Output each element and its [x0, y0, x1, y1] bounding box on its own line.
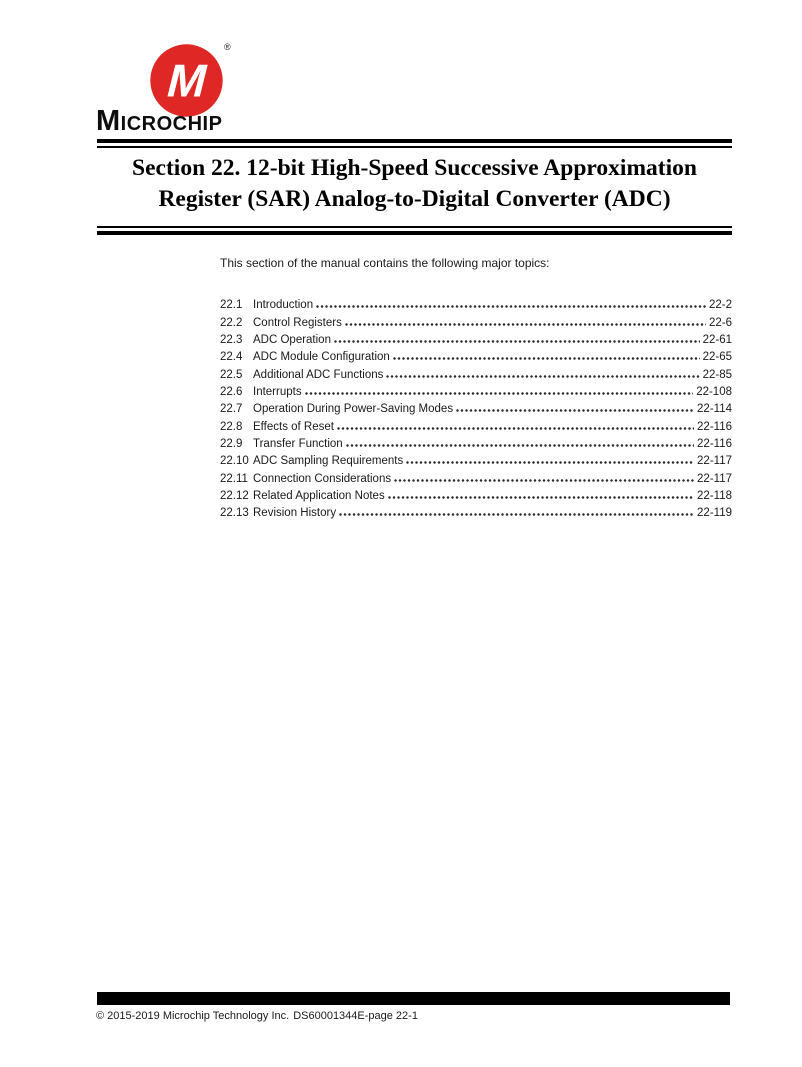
- toc-entry-title: Related Application Notes: [253, 490, 385, 503]
- toc-entry[interactable]: [220, 329, 732, 346]
- toc-entry-number: 22.1: [220, 299, 243, 312]
- toc-entry[interactable]: [220, 311, 732, 328]
- section-title-line2: Register (SAR) Analog-to-Digital Converter (ADC): [158, 186, 671, 212]
- toc-dot-leader: [305, 392, 694, 395]
- banner-rule-bottom-thin: [97, 226, 732, 228]
- table-of-contents: [220, 294, 732, 519]
- toc-entry-page-number: 22-6: [708, 316, 732, 329]
- toc-dot-leader: [386, 375, 699, 378]
- toc-dot-leader: [393, 357, 700, 360]
- toc-entry-number: 22.13: [220, 507, 249, 520]
- toc-entry-title: ADC Sampling Requirements: [253, 455, 404, 468]
- toc-entry[interactable]: [220, 502, 732, 519]
- toc-dot-leader: [456, 409, 694, 412]
- toc-entry-title: ADC Operation: [253, 334, 331, 347]
- toc-entry-title: Control Registers: [253, 316, 342, 329]
- toc-entry-page-number: 22-117: [697, 455, 732, 468]
- toc-entry-title: Revision History: [253, 507, 337, 520]
- toc-entry-page-number: 22-61: [702, 334, 732, 347]
- section-title: [97, 153, 732, 215]
- svg-text:M: M: [161, 55, 214, 107]
- toc-entry-page-number: 22-2: [708, 299, 732, 312]
- toc-entry-number: 22.3: [220, 334, 243, 347]
- toc-entry-title: Introduction: [253, 299, 314, 312]
- toc-entry[interactable]: [220, 415, 732, 432]
- toc-entry-title: Effects of Reset: [253, 420, 334, 433]
- toc-entry-page-number: 22-116: [697, 438, 732, 451]
- toc-entry[interactable]: [220, 485, 732, 502]
- toc-entry-title: Transfer Function: [253, 438, 343, 451]
- toc-entry-number: 22.4: [220, 351, 243, 364]
- toc-dot-leader: [316, 305, 706, 308]
- toc-entry-number: 22.8: [220, 420, 243, 433]
- toc-entry-number: 22.10: [220, 455, 249, 468]
- toc-entry[interactable]: [220, 294, 732, 311]
- toc-entry-page-number: 22-116: [697, 420, 732, 433]
- toc-entry-page-number: 22-119: [697, 507, 732, 520]
- toc-entry[interactable]: [220, 450, 732, 467]
- toc-entry-number: 22.6: [220, 386, 243, 399]
- registered-trademark-symbol: ®: [224, 42, 231, 52]
- footer-black-bar: [97, 992, 730, 1005]
- banner-rule-top-thick: [97, 139, 732, 143]
- toc-dot-leader: [394, 479, 694, 482]
- toc-entry-page-number: 22-118: [697, 490, 732, 503]
- toc-dot-leader: [337, 427, 694, 430]
- toc-entry-title: Interrupts: [253, 386, 302, 399]
- toc-entry[interactable]: [220, 346, 732, 363]
- toc-entry-page-number: 22-117: [697, 472, 732, 485]
- toc-entry-page-number: 22-85: [702, 368, 732, 381]
- footer-text: [96, 1010, 422, 1022]
- toc-entry-number: 22.9: [220, 438, 243, 451]
- toc-entry-number: 22.11: [220, 472, 248, 485]
- toc-intro-text: This section of the manual contains the following major topics:: [220, 256, 550, 270]
- toc-entry-number: 22.7: [220, 403, 243, 416]
- toc-dot-leader: [346, 444, 694, 447]
- banner-rule-top-thin: [97, 146, 732, 148]
- toc-entry-page-number: 22-114: [697, 403, 732, 416]
- toc-dot-leader: [345, 323, 706, 326]
- toc-dot-leader: [334, 340, 700, 343]
- toc-dot-leader: [339, 513, 694, 516]
- toc-entry[interactable]: [220, 363, 732, 380]
- toc-entry-page-number: 22-108: [696, 386, 732, 399]
- toc-entry[interactable]: [220, 433, 732, 450]
- toc-entry-title: ADC Module Configuration: [253, 351, 390, 364]
- toc-entry-number: 22.12: [220, 490, 249, 503]
- footer-doc-page: DS60001344E-page 22-1: [293, 1010, 418, 1022]
- toc-entry-number: 22.5: [220, 368, 243, 381]
- toc-entry[interactable]: [220, 381, 732, 398]
- toc-entry-title: Operation During Power-Saving Modes: [253, 403, 454, 416]
- microchip-wordmark: Microchip: [96, 105, 223, 137]
- footer-copyright: © 2015-2019 Microchip Technology Inc.: [96, 1010, 290, 1022]
- toc-dot-leader: [406, 461, 694, 464]
- toc-entry-title: Additional ADC Functions: [253, 368, 384, 381]
- toc-dot-leader: [388, 496, 694, 499]
- toc-entry[interactable]: [220, 467, 732, 484]
- toc-entry[interactable]: [220, 398, 732, 415]
- toc-entry-title: Connection Considerations: [253, 472, 392, 485]
- toc-entry-number: 22.2: [220, 316, 243, 329]
- banner-rule-bottom-thick: [97, 231, 732, 235]
- section-title-line1: Section 22. 12-bit High-Speed Successive Approximation: [132, 155, 697, 181]
- toc-entry-page-number: 22-65: [702, 351, 732, 364]
